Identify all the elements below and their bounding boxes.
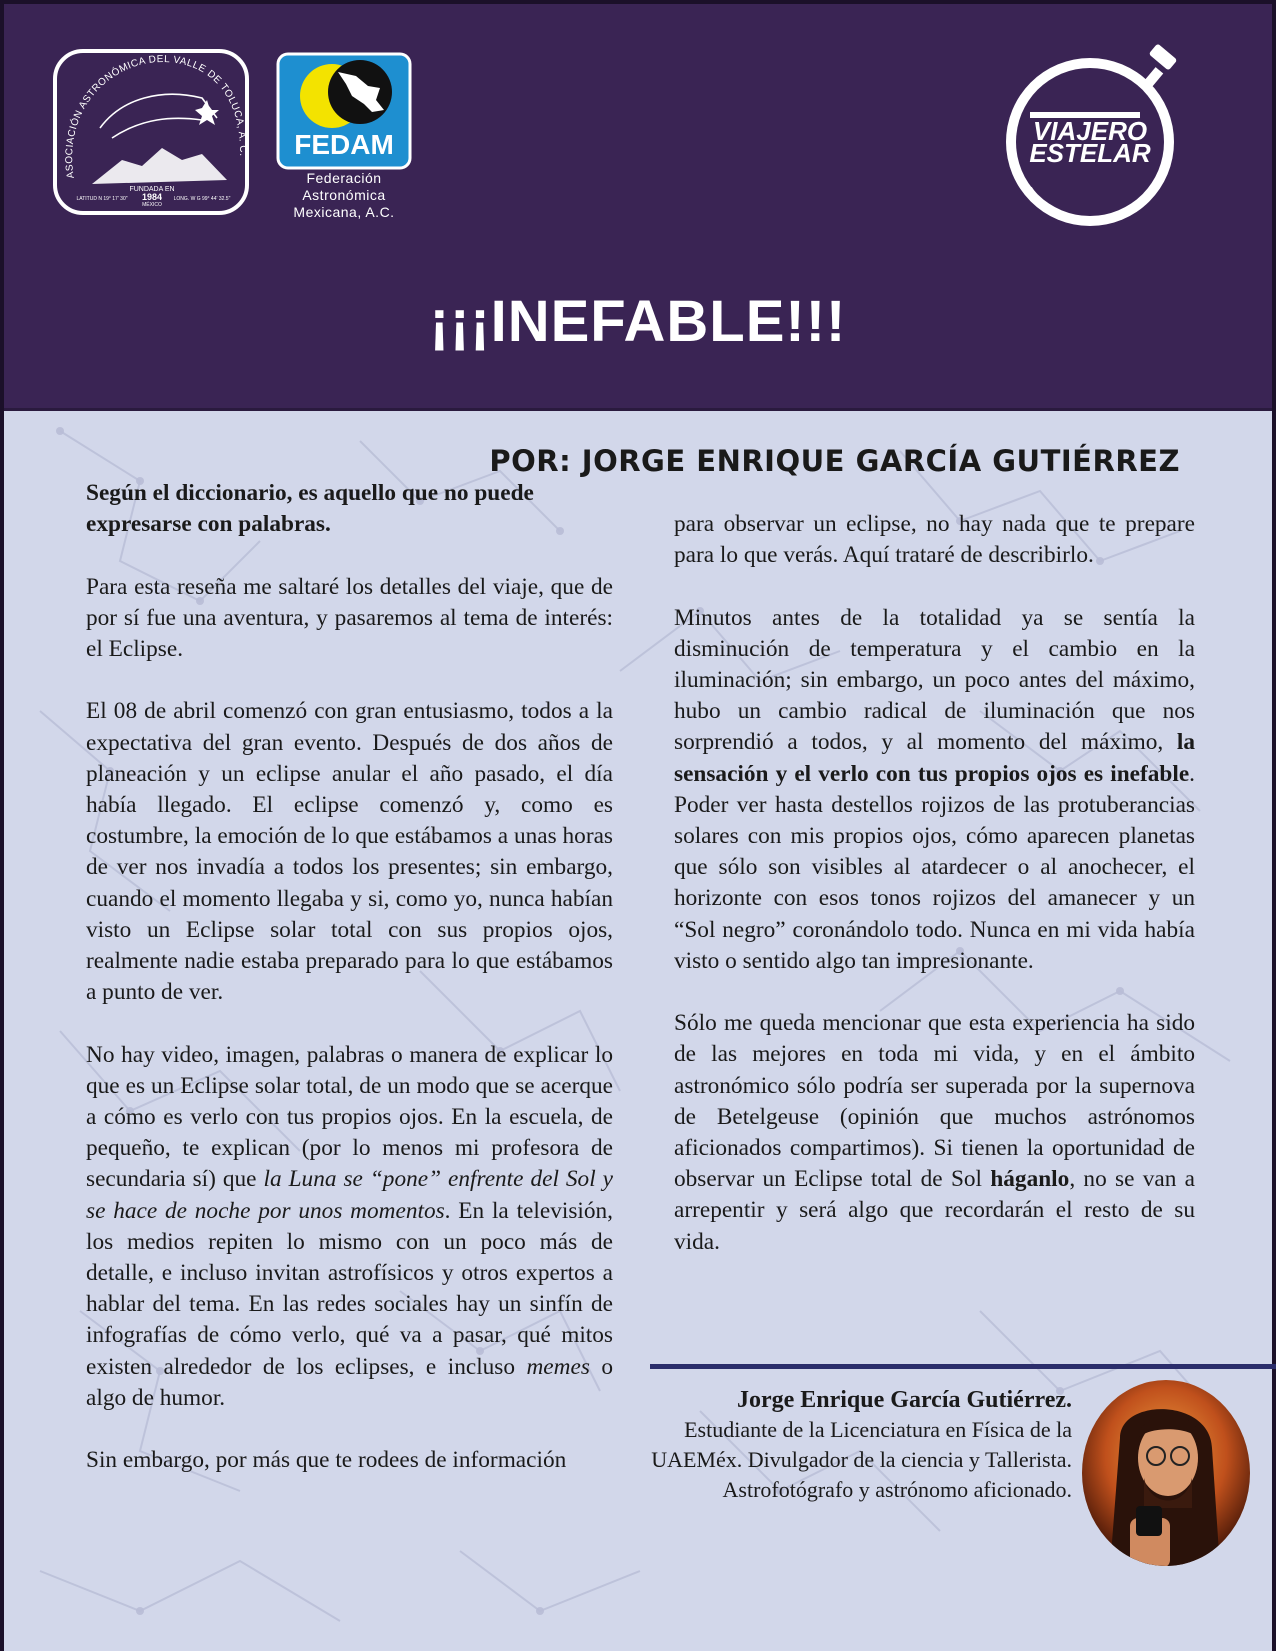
text-run: . En la televisión, los medios repiten lo mismo con un poco más de detalle, e incluso invitan astrofísicos y otros expertos a hablar del tema. En las redes sociales hay un sinfín de infografías de cómo verlo, qué va a pasar, qué mitos existen alrededor de los eclipses, e incluso (86, 1197, 613, 1380)
viajero-estelar-logo (1000, 38, 1198, 236)
page-title: ¡¡¡INEFABLE!!! (429, 289, 847, 354)
text-run: o algo de humor. (86, 1353, 613, 1411)
paragraph: Para esta reseña me saltaré los detalles del viaje, que de por sí fue una aventura, y pasaremos al tema de interés: el Eclipse. (86, 573, 613, 662)
header-top-border (0, 0, 1276, 4)
paragraph: El 08 de abril comenzó con gran entusiasmo, todos a la expectativa del gran evento. Después de dos años de planeación y un eclipse anular el año pasado, el día había llegado. El eclipse comenzó y, como es costumbre, la emoción de lo que estábamos a unas horas de ver nos invadía a todos los presentes; sin embargo, cuando el momento llegaba y si, como yo, nunca habían visto un Eclipse solar total con sus propios ojos, realmente nadie estaba preparado para lo que estábamos a punto de ver. (86, 698, 613, 1006)
paragraph: Sin embargo, por más que te rodees de información (86, 1447, 567, 1474)
aavt-ring-text: ASOCIACIÓN ASTRONÓMICA DEL VALLE DE TOLUCA, A. C. (64, 53, 249, 180)
viajero-line1: VIAJERO (1032, 116, 1148, 146)
fedam-logo (276, 52, 412, 170)
right-column (674, 509, 1195, 1289)
fedam-caption-line: Federación (306, 170, 382, 186)
text-run: Sólo me queda mencionar que esta experiencia ha sido de las mejores en toda mi vida, y en el ámbito astronómico sólo podría ser superada por la supernova de Betelgeuse (opinión que muchos astrónomos aficionados compartimos). Si tienen la oportunidad de observar un Eclipse total de Sol (674, 1010, 1195, 1193)
author-photo (1080, 1378, 1252, 1568)
paragraph (86, 1040, 613, 1414)
bold-text: háganlo (990, 1166, 1070, 1193)
viajero-line2: ESTELAR (1029, 138, 1151, 168)
aavt-latitude: LATITUD N 19° 17' 30" (76, 196, 128, 202)
bio-text: Estudiante de la Licenciatura en Física de la UAEMéx. Divulgador de la ciencia y Tallerista. Astrofotógrafo y astrónomo aficionado. (651, 1417, 1072, 1502)
paragraph (674, 603, 1195, 977)
bio-divider (650, 1364, 1276, 1369)
intro-definition: Según el diccionario, es aquello que no puede expresarse con palabras. (86, 480, 534, 538)
paragraph: para observar un eclipse, no hay nada que te prepare para lo que verás. Aquí trataré de describirlo. (674, 511, 1195, 569)
fedam-caption-line: Mexicana, A.C. (293, 204, 395, 220)
bio-name: Jorge Enrique García Gutiérrez. (736, 1387, 1072, 1413)
text-run: No hay video, imagen, palabras o manera de explicar lo que es un Eclipse solar total, de un modo que se acerque a cómo es verlo con tus propios ojos. En la escuela, de pequeño, te explican (por lo menos mi profesora de secundaria sí) que (86, 1041, 613, 1193)
text-run: . Poder ver hasta destellos rojizos de las protuberancias solares con mis propios ojos, cómo aparecen planetas que sólo son visibles al atardecer o al anochecer, el horizonte con esos tonos rojizos del amanecer y un “Sol negro” coronándolo todo. Nunca en mi vida había visto o sentido algo tan impresionante. (674, 760, 1195, 974)
author-byline: POR: JORGE ENRIQUE GARCÍA GUTIÉRREZ (489, 444, 1180, 478)
aavt-longitude: LONG. W G 99° 44' 32.5" (173, 196, 231, 202)
aavt-logo (52, 48, 262, 222)
left-column (86, 478, 613, 1508)
author-bio (640, 1385, 1072, 1505)
page-border-left (0, 0, 4, 1651)
italic-text: la Luna se “pone” enfrente del Sol y se hace de noche por unos momentos (86, 1166, 614, 1224)
text-run: Minutos antes de la totalidad ya se sentía la disminución de temperatura y el cambio en la iluminación; sin embargo, un poco antes del máximo, hubo un cambio radical de iluminación que nos sorprendió a todos, y al momento del máximo, (674, 604, 1195, 756)
fedam-logo-text: FEDAM (294, 129, 394, 160)
page-border-right (1272, 0, 1276, 1651)
aavt-founded-place: MÉXICO (142, 202, 162, 208)
aavt-founded-label: FUNDADA EN (129, 186, 175, 193)
text-run: , no se van a arrepentir y será algo que recordarán el resto de su vida. (674, 1166, 1195, 1255)
aavt-founded-year: 1984 (141, 192, 163, 202)
paragraph (674, 1008, 1195, 1258)
fedam-caption (268, 170, 420, 221)
italic-text: memes (526, 1353, 590, 1380)
fedam-caption-line: Astronómica (302, 187, 386, 203)
bold-text: la sensación y el verlo con tus propios ojos es inefable (674, 729, 1195, 787)
